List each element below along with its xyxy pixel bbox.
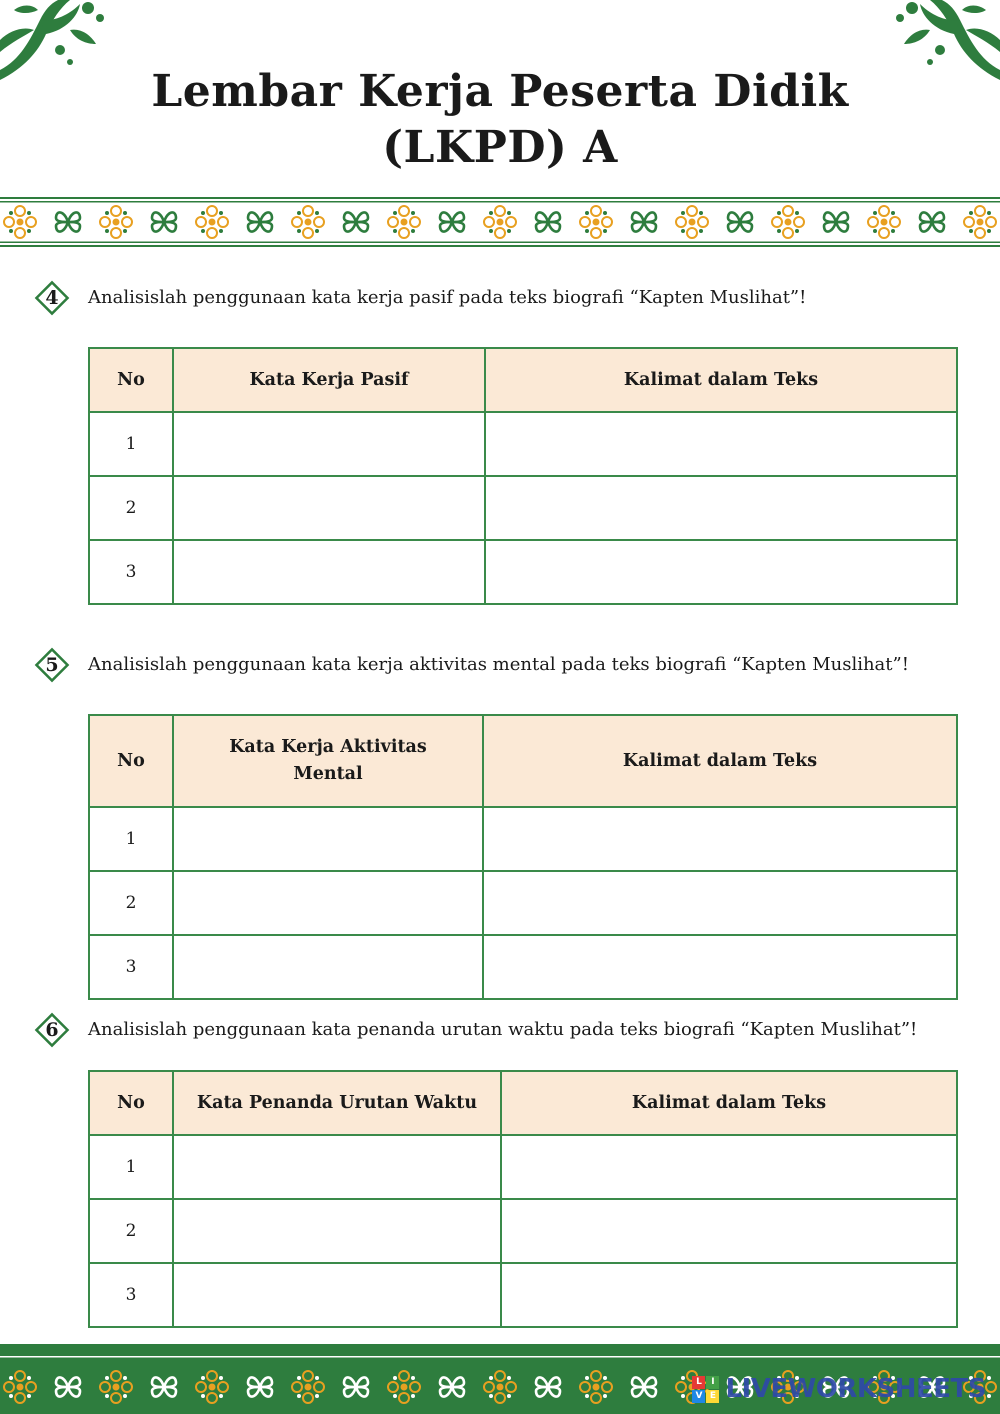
column-header-sentence: Kalimat dalam Teks — [501, 1071, 957, 1135]
question-number: 5 — [45, 654, 59, 676]
title-line-1: Lembar Kerja Peserta Didik — [151, 66, 849, 117]
verb-input-cell[interactable] — [173, 476, 485, 540]
verb-input-cell[interactable] — [173, 1135, 501, 1199]
row-number: 3 — [89, 540, 173, 604]
question-number-badge — [34, 647, 70, 683]
watermark-text: LIVEWORKSHEETS — [725, 1374, 986, 1404]
question-4 — [34, 280, 994, 316]
verb-input-cell[interactable] — [173, 1199, 501, 1263]
answer-table-4 — [88, 347, 958, 605]
column-header-sentence: Kalimat dalam Teks — [483, 715, 957, 807]
sentence-input-cell[interactable] — [485, 540, 957, 604]
sentence-input-cell[interactable] — [501, 1199, 957, 1263]
question-text: Analisislah penggunaan kata kerja aktivitas mental pada teks biografi “Kapten Muslihat”! — [88, 654, 909, 675]
question-text: Analisislah penggunaan kata penanda urutan waktu pada teks biografi “Kapten Muslihat”! — [88, 1019, 918, 1040]
sentence-input-cell[interactable] — [483, 935, 957, 999]
question-text: Analisislah penggunaan kata kerja pasif pada teks biografi “Kapten Muslihat”! — [88, 287, 807, 308]
verb-input-cell[interactable] — [173, 1263, 501, 1327]
column-header-verb: Kata Kerja Aktivitas Mental — [173, 715, 483, 807]
row-number: 2 — [89, 476, 173, 540]
question-number-badge — [34, 280, 70, 316]
table-row — [89, 871, 957, 935]
table-header-row — [89, 1071, 957, 1135]
question-6 — [34, 1012, 994, 1048]
question-number: 4 — [45, 287, 59, 309]
top-decorative-border — [0, 196, 1000, 248]
column-header-no: No — [89, 348, 173, 412]
table-header-row — [89, 715, 957, 807]
sentence-input-cell[interactable] — [485, 476, 957, 540]
column-header-sentence: Kalimat dalam Teks — [485, 348, 957, 412]
question-number-badge — [34, 1012, 70, 1048]
table-row — [89, 476, 957, 540]
table-row — [89, 935, 957, 999]
sentence-input-cell[interactable] — [483, 807, 957, 871]
column-header-verb: Kata Kerja Pasif — [173, 348, 485, 412]
table-row — [89, 807, 957, 871]
question-number: 6 — [45, 1019, 59, 1041]
sentence-input-cell[interactable] — [483, 871, 957, 935]
row-number: 3 — [89, 1263, 173, 1327]
column-header-verb: Kata Penanda Urutan Waktu — [173, 1071, 501, 1135]
liveworksheets-watermark — [692, 1374, 986, 1404]
row-number: 2 — [89, 871, 173, 935]
row-number: 2 — [89, 1199, 173, 1263]
question-5 — [34, 647, 994, 683]
table-row — [89, 1135, 957, 1199]
title-line-2: (LKPD) A — [382, 122, 618, 173]
column-header-no: No — [89, 715, 173, 807]
verb-input-cell[interactable] — [173, 412, 485, 476]
answer-table-5 — [88, 714, 958, 1000]
page-title — [0, 64, 1000, 176]
column-header-no: No — [89, 1071, 173, 1135]
table-row — [89, 1199, 957, 1263]
table-row — [89, 1263, 957, 1327]
row-number: 3 — [89, 935, 173, 999]
table-row — [89, 540, 957, 604]
row-number: 1 — [89, 1135, 173, 1199]
verb-input-cell[interactable] — [173, 871, 483, 935]
verb-input-cell[interactable] — [173, 935, 483, 999]
answer-table-6 — [88, 1070, 958, 1328]
table-header-row — [89, 348, 957, 412]
row-number: 1 — [89, 807, 173, 871]
liveworksheets-logo-icon: L I V E — [692, 1376, 719, 1403]
sentence-input-cell[interactable] — [501, 1263, 957, 1327]
row-number: 1 — [89, 412, 173, 476]
sentence-input-cell[interactable] — [501, 1135, 957, 1199]
table-row — [89, 412, 957, 476]
verb-input-cell[interactable] — [173, 540, 485, 604]
verb-input-cell[interactable] — [173, 807, 483, 871]
sentence-input-cell[interactable] — [485, 412, 957, 476]
